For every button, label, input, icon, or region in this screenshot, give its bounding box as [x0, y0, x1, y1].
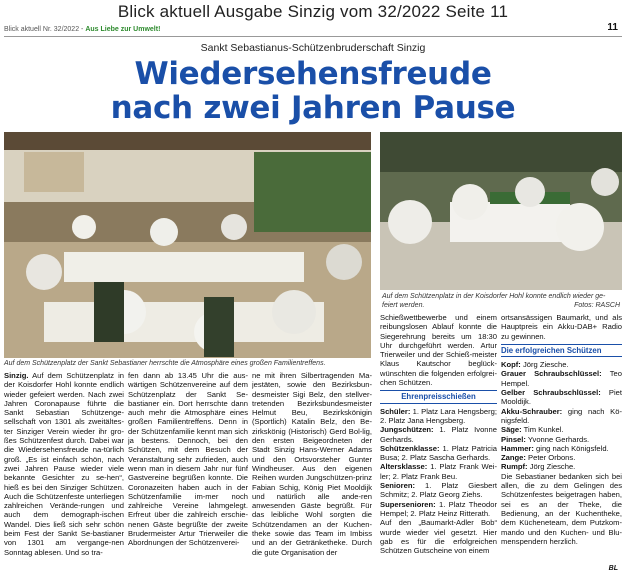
result-entry: [501, 453, 622, 462]
result-label: Schützenklasse:: [380, 443, 440, 453]
result-text: Peter Orbons.: [528, 453, 576, 463]
result-text: 1. Platz Lara Hengsberg; 2. Platz Jana Hengsberg.: [380, 406, 497, 425]
issue-line: [4, 26, 160, 33]
photo1-caption: Auf dem Schützenplatz der Sankt Sebastianer herrschte die Atmosphäre eines großen Familientreffens.: [4, 360, 326, 367]
result-label: Pinsel:: [501, 434, 526, 444]
result-entry: [501, 388, 622, 407]
result-text: Tim Kunkel.: [523, 425, 564, 435]
page-number: 11: [607, 22, 618, 33]
issue-label: Blick aktuell Nr. 32/2022 -: [4, 26, 84, 33]
result-entry: [501, 425, 622, 434]
section-ehrenpreis-heading: Ehrenpreisschießen: [380, 390, 497, 403]
result-text: Jörg Ziesche.: [529, 462, 576, 472]
article-headline: [0, 57, 626, 125]
result-text: Teo Hempel.: [501, 369, 622, 388]
column-1-text: Auf dem Schützenplatz in der Koisdorfer Hohl konnte endlich wieder gefeiert werden. Nach zwei Jahren Coronapause führte die Sankt Sebastian Schützenge-sellschaft von 1301 als zweitältes-ter Sinziger Verein wieder ihr gro-ßes Schützenfest durch. Dabei war die Wiedersehensfreude na-türlich groß. „Es ist einfach schön, nach zwei Jahren Pause wieder viele bekannte Gesichter zu se-hen“, hieß es bei den Sinziger Schützen. Auch die Schützenfeste unterliegen zahlreichen Verände-rungen und auch dem demograph-ischen Wandel. Dies ließ sich sehr schön beim Fest der Sankt Se-bastianer von 1301 am vergange-nen Sonntag ablesen. Und so tra-: [4, 371, 124, 557]
result-entry: [380, 481, 497, 500]
result-entry: [501, 462, 622, 471]
section-schuetzen-heading: Die erfolgreichen Schützen: [501, 344, 622, 357]
article-column-2: [128, 371, 248, 571]
headline-line-1: Wiedersehensfreude: [134, 56, 492, 92]
result-text: 1. Platz Patricia Busa; 2. Platz Sascha Gerhards.: [380, 443, 497, 463]
column-5-intro: ortsansässigen Baumarkt, und als Hauptpreis ein Akku-DAB+ Radio zu gewinnen.: [501, 313, 622, 341]
column-2-text: fen dann ab 13.45 Uhr die aus-wärtigen Schützenvereine auf dem Schützenplatz der Sankt Se-bastianer ein. Dort herrschte dann auch mehr die Atmosphäre eines großen Familientreffens. Denn in der Schützenfamilie kennt man sich ja bestens. Dennoch, bei den Schützen, mit dem Besuch der Veranstaltung sehr zufrieden, auch wenn man in diesem Jahr nur fünf Gastvereine begrüßen konnte. Die Coronazeiten haben auch in der Schützenfamilie im-mer noch zahlreiche Vereine lahmgelegt. Erfreut über die zahlreich erschie-nenen Gäste begrüßte der zweite Brudermeister Artur Trierweiler die Abordnungen der Schützenverei-: [128, 371, 248, 548]
headline-line-2: nach zwei Jahren Pause: [110, 90, 516, 126]
author-initials: BL: [608, 565, 618, 572]
result-entry: [380, 407, 497, 426]
result-entry: [501, 435, 622, 444]
result-label: Säge:: [501, 425, 522, 435]
photo-festival-table: [380, 132, 622, 290]
ehrenpreis-results: [380, 407, 497, 519]
result-text: 1. Platz Theodor Hempel; 2. Platz Heinz Ritterath.: [380, 499, 497, 518]
result-label: Senioren:: [380, 481, 416, 491]
result-text: 1. Platz Ivonne Gerhards.: [380, 425, 497, 444]
result-text: Piet Mooldijk.: [501, 388, 622, 407]
result-entry: [501, 407, 622, 426]
article-column-4: [380, 313, 497, 571]
column-3-text: ne mit ihren Silbertragenden Ma-jestäten, sowie den Bezirksbun-desmeister Sigi Belz, den stellver-tretenden Bezirksbundesmeister Helmut Beu, Bezirkskönigin (Sportlich) Katalin Belz, den Be-zirkskönig (Historisch) Gerd Bol-lig, den ersten Beigeordneten der Stadt Sinzig Hans-Werner Adams und den Ortsvorsteher Gunter Windheuser. Aus den eigenen Reihen wurden Jungschützen-prinz Fabian Schig, König Piet Mooldijk und natürlich alle ande-ren anwesenden Gäste begrüßt. Für das leibliche Wohl sorgten die Schützendamen an der Kuchen-theke sowie das Team im Imbiss und an der Getränketheke. Durch die gute Organisation der: [252, 371, 372, 557]
photo2-caption: Auf dem Schützenplatz in der Koisdorfer Hohl konnte endlich wieder ge-feiert werden.: [382, 293, 606, 309]
result-entry: [501, 369, 622, 388]
result-text: ging nach Kö-nigsfeld.: [501, 406, 622, 425]
article-kicker: Sankt Sebastianus-Schützenbruderschaft Sinzig: [200, 42, 426, 54]
result-label: Supersenioren:: [380, 499, 436, 509]
result-label: Hammer:: [501, 443, 534, 453]
result-entry: [380, 500, 497, 519]
header-divider: [4, 36, 622, 37]
result-entry: [501, 360, 622, 369]
result-text: Jörg Ziesche.: [522, 360, 569, 370]
dateline: Sinzig.: [4, 371, 29, 380]
result-label: Grauer Schraubschlüssel:: [501, 369, 602, 379]
page-title: Blick aktuell Ausgabe Sinzig vom 32/2022 Seite 11: [117, 2, 509, 21]
result-entry: [380, 444, 497, 463]
column-4-intro: Schießwettbewerbe und einem reibungslosen Ablauf konnte die Siegerehrung bereits um 18:30 Uhr durchgeführt werden. Artur Trierweiler und der Schieß-meister Klaus Kautschor beglück-wünschten die folgenden erfolgrei-chen Schützen.: [380, 313, 497, 388]
photo-credit: Fotos: RASCH: [574, 301, 620, 309]
schuetzen-results: [501, 360, 622, 472]
result-text: Yvonne Gerhards.: [527, 434, 590, 444]
result-label: Altersklasse:: [380, 462, 428, 472]
column-4-outro: Auf den „Baumarkt-Adler Bob“ wurde wieder viel gesetzt. Hier gab es für die erfolgreichen Schützen Gutscheine von einem: [380, 518, 497, 556]
column-5-outro: Die Sebastianer bedanken sich bei allen, die zu dem Gelingen des Schützenfestes beigetragen haben, sei es an der Theke, die Bedienung, an der Kuchentheke, dem Kücheneteam, dem Putzkom-mando und den Kuchen- und Blu-menspendern herzlich.: [501, 471, 622, 546]
result-label: Schüler:: [380, 406, 411, 416]
result-label: Kopf:: [501, 360, 521, 370]
slogan: Aus Liebe zur Umwelt!: [85, 26, 161, 33]
result-entry: [380, 462, 497, 481]
result-label: Rumpf:: [501, 462, 528, 472]
result-text: 1. Platz Giesbert Schmitz; 2. Platz Georg Ziehs.: [380, 481, 497, 500]
photo-festival-crowd: [4, 132, 371, 358]
photo2-caption-block: [382, 293, 620, 310]
article-column-3: [252, 371, 372, 571]
result-entry: [380, 425, 497, 444]
result-text: ging nach Königsfeld.: [536, 443, 609, 453]
result-label: Jungschützen:: [380, 425, 434, 435]
result-entry: [501, 444, 622, 453]
result-text: 1. Platz Frank Wei-ler; 2. Platz Frank Beu.: [380, 462, 497, 481]
result-label: Zange:: [501, 453, 526, 463]
article-column-1: [4, 371, 124, 571]
result-label: Gelber Schraubschlüssel:: [501, 388, 601, 398]
result-label: Akku-Schrauber:: [501, 406, 563, 416]
article-column-5: [501, 313, 622, 571]
